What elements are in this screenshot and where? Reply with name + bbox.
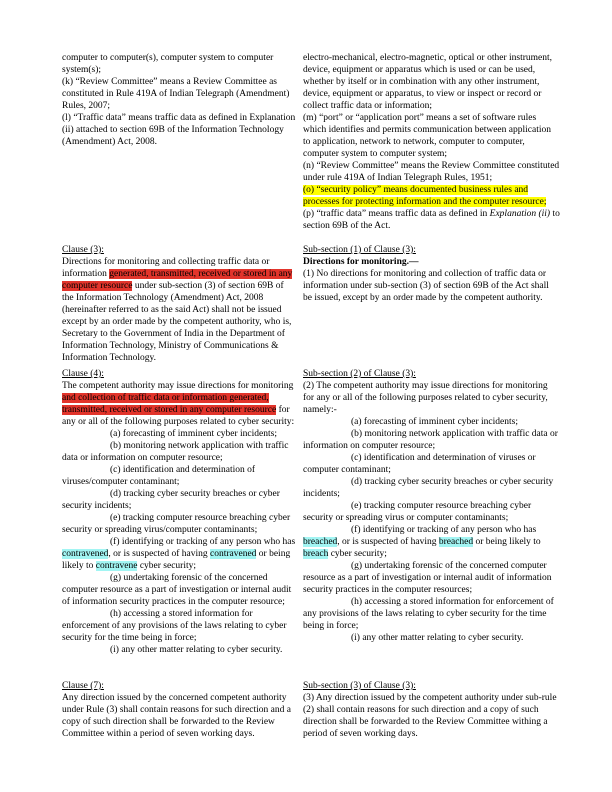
red-highlight-run: generated, transmitted, received or stored in any computer resource (62, 269, 293, 291)
cyan-highlight-run: breached (438, 537, 474, 547)
text-run: The competent authority may issue directions for monitoring (62, 381, 294, 391)
paragraph (62, 380, 297, 428)
list-item: (c) identification and determination of viruses or computer contaminant; (303, 453, 536, 475)
clause-heading: Clause (4): (62, 369, 104, 379)
sub-section-heading: Sub-section (2) of Clause (3): (303, 369, 416, 379)
text-run: to section 69B of the Act. (303, 209, 560, 231)
list-item: (d) tracking cyber security breaches or cyber security incidents; (62, 489, 280, 511)
clause-4-section (62, 368, 297, 680)
list-item: (d) tracking cyber security breaches or cyber security incidents; (303, 477, 554, 499)
list-item: (b) monitoring network application with traffic data or information on computer resource; (303, 429, 558, 451)
paragraph: (n) “Review Committee” means the Review Committee constituted under rule 419A of Indian Telegraph Rules, 1951; (303, 161, 560, 183)
text-run: , or is suspected of having (108, 549, 210, 559)
paragraph (303, 208, 560, 232)
red-highlight-run: and collection of traffic data or information generated, transmitted, received or stored in any computer resource (62, 393, 277, 415)
two-column-comparison (62, 52, 560, 740)
list-item: (i) any other matter relating to cyber security. (110, 645, 283, 655)
paragraph: (k) “Review Committee” means a Review Committee as constituted in Rule 419A of Indian Telegraph (Amendment) Rules, 2007; (62, 77, 290, 111)
sub-section-2-section (303, 368, 560, 680)
text-run: (f) identifying or tracking of any person who has (351, 525, 537, 535)
text-run: or being likely to (473, 537, 541, 547)
list-item: (g) undertaking forensic of the concerned computer resource as a part of investigation or internal audit of information security practices in the computer resource; (62, 573, 292, 607)
list-item (303, 524, 560, 560)
list-item (62, 536, 297, 572)
cyan-highlight-run: contravene (95, 561, 138, 571)
list-item: (e) tracking computer resource breaching cyber security or spreading virus or computer contaminants; (303, 501, 532, 523)
paragraph (303, 184, 560, 208)
paragraph: Any direction issued by the concerned competent authority under Rule (3) shall contain reasons for such direction and a copy of such direction shall be forwarded to the Review Committee within a period of seven working days. (62, 693, 291, 739)
list-item: (e) tracking computer resource breaching cyber security or spreading virus/computer contaminants; (62, 513, 291, 535)
text-run: or being likely to (62, 549, 291, 571)
sub-section-1-section (303, 244, 560, 368)
paragraph: computer to computer(s), computer system to computer system(s); (62, 53, 274, 75)
clause-3-section (62, 244, 297, 368)
sub-section-heading: Sub-section (1) of Clause (3): (303, 245, 416, 255)
paragraph: (3) Any direction issued by the competent authority under sub-rule (2) shall contain reasons for such direction and a copy of such direction shall be forwarded to the Review Committee withing a period of seven working days. (303, 693, 557, 739)
paragraph: (m) “port” or “application port” means a set of software rules which identifies and permits communication between application to application, network to network, computer to computer, computer system to computer system; (303, 113, 551, 159)
right-intro-section (303, 52, 560, 244)
cyan-highlight-run: contravened (62, 549, 109, 559)
text-run: cyber security; (137, 561, 197, 571)
list-item: (h) accessing a stored information for enforcement of any provisions of the laws relating to cyber security for the time being in force; (303, 597, 554, 631)
text-run: (f) identifying or tracking of any person who has (110, 537, 296, 547)
paragraph (62, 256, 297, 364)
paragraph: (l) “Traffic data” means traffic data as defined in Explanation (ii) attached to section 69B of the Information Technology (Amendment) Act, 2008. (62, 113, 296, 147)
list-item: (h) accessing a stored information for enforcement of any provisions of the laws relating to cyber security for the time being in force; (62, 609, 287, 643)
list-item: (b) monitoring network application with traffic data or information on computer resource; (62, 441, 289, 463)
paragraph: (2) The competent authority may issue directions for monitoring for any or all of the following purposes related to cyber security, namely:- (303, 381, 548, 415)
list-item: (c) identification and determination of viruses/computer contaminant; (62, 465, 256, 487)
italic-run: Explanation (ii) (489, 209, 551, 219)
cyan-highlight-run: breached (303, 537, 338, 547)
text-run: (p) “traffic data” means traffic data as defined in (303, 209, 490, 219)
clause-heading: Clause (3): (62, 245, 104, 255)
paragraph: electro-mechanical, electro-magnetic, optical or other instrument, device, equipment or apparatus which is used or can be used, whether by itself or in combination with any other instrument, device, equipment or apparatus, to view or inspect or record or collect traffic data or information; (303, 53, 552, 111)
list-item: (a) forecasting of imminent cyber incidents; (110, 429, 277, 439)
text-run: under sub-section (3) of section 69B of the Information Technology (Amendment) Act, 2008 (hereinafter referred to as the said Act) shall not be issued except by an order made by the competent authority, who is, Secretary to the Government of India in the Department of Information Technology, Ministry of Communications & Information Technology. (62, 281, 292, 363)
bold-subheading: Directions for monitoring.— (303, 257, 419, 267)
yellow-highlight-run: (o) “security policy” means documented business rules and processes for protecting information and the computer resource; (303, 185, 547, 207)
clause-heading: Clause (7): (62, 681, 104, 691)
text-run: , or is suspected of having (337, 537, 439, 547)
paragraph: (1) No directions for monitoring and collection of traffic data or information under sub-section (3) of section 69B of the Act shall be issued, except by an order made by the competent authority. (303, 269, 549, 303)
text-run: for any or all of the following purposes related to cyber security: (62, 405, 295, 427)
list-item: (g) undertaking forensic of the concerned computer resource as a part of investigation or internal audit of information security practices in the computer resources; (303, 561, 552, 595)
text-run: cyber security; (328, 549, 387, 559)
list-item: (i) any other matter relating to cyber security. (351, 633, 524, 643)
clause-7-section (62, 680, 297, 740)
sub-section-3-section (303, 680, 560, 740)
cyan-highlight-run: contravened (210, 549, 257, 559)
cyan-highlight-run: breach (303, 549, 329, 559)
text-run: Directions for monitoring and collecting traffic data or information (62, 257, 270, 279)
list-item: (a) forecasting of imminent cyber incidents; (351, 417, 518, 427)
left-intro-section (62, 52, 297, 244)
sub-section-heading: Sub-section (3) of Clause (3): (303, 681, 416, 691)
